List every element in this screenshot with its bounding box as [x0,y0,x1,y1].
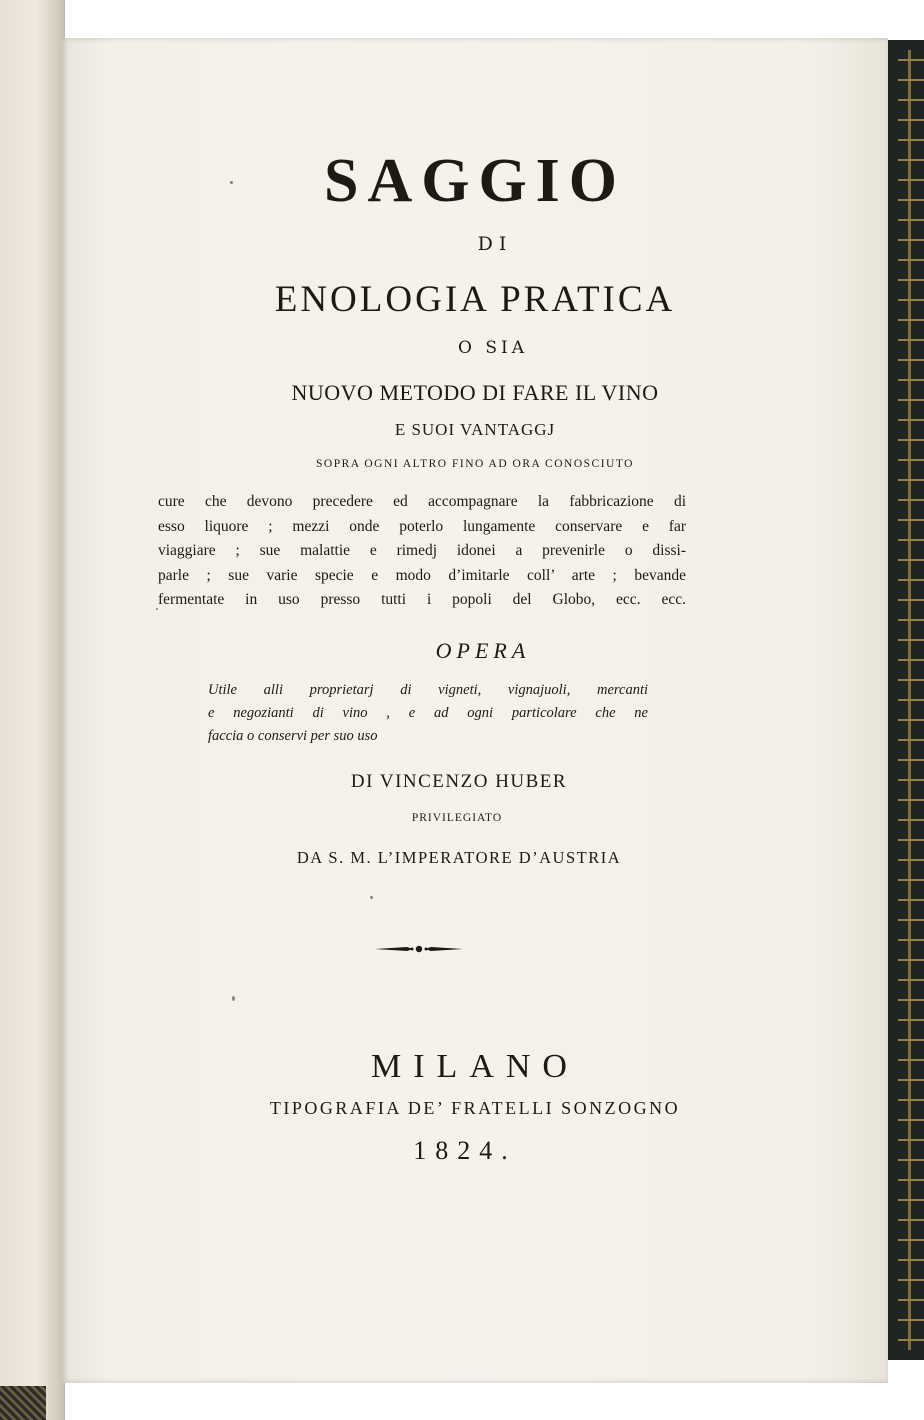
binding-corner [0,1386,46,1420]
description-line: fermentate in uso presso tutti i popoli del Globo, ecc. ecc. [158,591,686,608]
privilegiato: PRIVILEGIATO [411,812,503,824]
foxing-spot [156,608,158,610]
printers-ornament [373,942,465,956]
description-line: cure che devono precedere ed accompagnare la fabbricazione di [158,493,686,510]
dedication-line: e negozianti di vino , e ad ogni particolare che ne [208,705,648,721]
imprint-printer: TIPOGRAFIA DE’ FRATELLI SONZOGNO [269,1098,681,1118]
dedication-line: faccia o conservi per suo uso [208,728,378,744]
foxing-spot [230,181,233,184]
description-line: esso liquore ; mezzi onde poterlo lungamente conservare e far [158,517,686,535]
foxing-spot [370,896,373,899]
author: DI VINCENZO HUBER [350,771,568,792]
subtitle-line-1: NUOVO METODO DI FARE IL VINO [291,380,659,405]
imprint-city: MILANO [371,1048,579,1085]
book-title: SAGGIO [323,147,627,215]
description-line: viaggiare ; sue malattie e rimedj idonei a prevenirle o dissi- [158,542,686,559]
dedication-line: Utile alli proprietarj di vigneti, vignajuoli, mercanti [208,682,648,698]
foxing-spot [232,996,235,1001]
main-title: ENOLOGIA PRATICA [274,279,676,320]
subtitle-line-3: SOPRA OGNI ALTRO FINO AD ORA CONOSCIUTO [316,458,634,470]
title-di: DI [477,233,513,255]
opera-heading: OPERA [435,638,531,663]
facing-page-edge [0,0,65,1420]
imperial-privilege: DA S. M. L’IMPERATORE D’AUSTRIA [296,848,622,867]
description-line: parle ; sue varie specie e modo d’imitarle coll’ arte ; bevande [158,566,686,584]
o-sia: O SIA [458,338,528,358]
dedication-paragraph [208,679,648,748]
title-page [62,38,888,1383]
subtitle-line-2: E SUOI VANTAGGJ [394,420,556,439]
description-paragraph [158,490,686,613]
imprint-year: 1824. [413,1136,517,1165]
